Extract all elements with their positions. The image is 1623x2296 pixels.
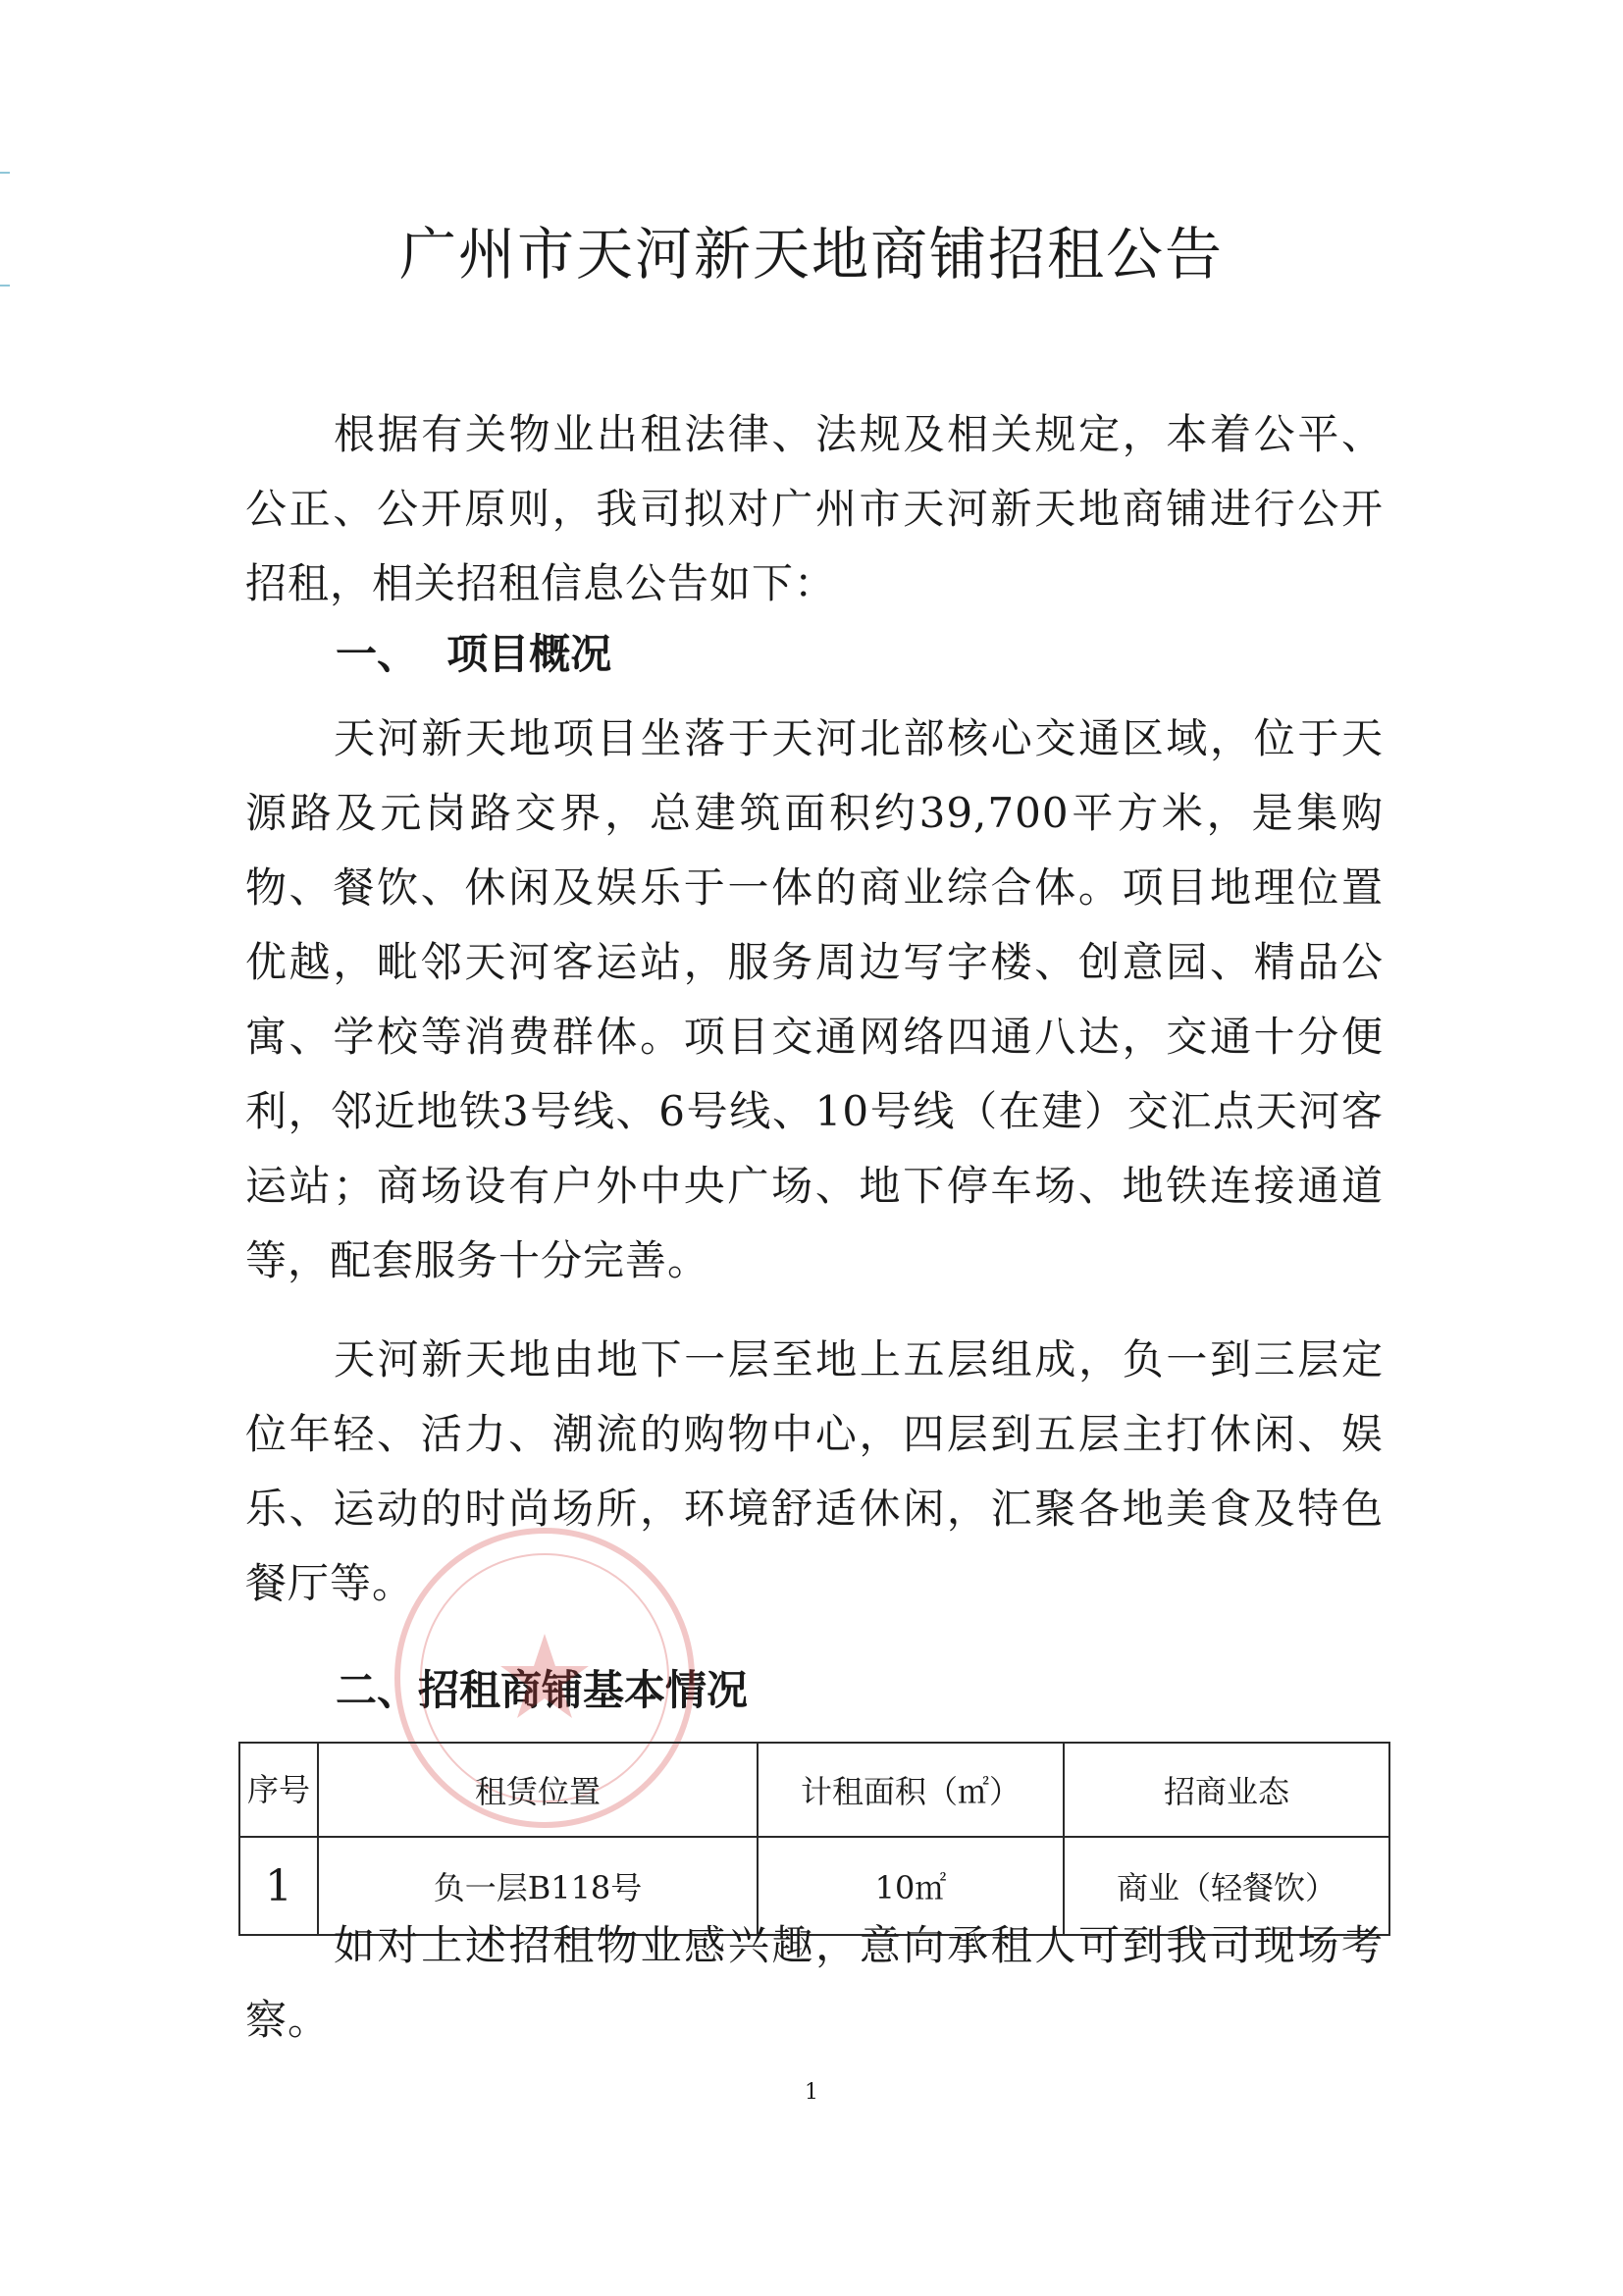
scan-edge-mark	[0, 172, 10, 174]
intro-paragraph: 根据有关物业出租法律、法规及相关规定，本着公平、公正、公开原则，我司拟对广州市天河新天地商铺进行公开招租，相关招租信息公告如下：	[245, 410, 1384, 607]
closing-paragraph: 如对上述招租物业感兴趣，意向承租人可到我司现场考察。	[245, 1921, 1384, 2044]
section2-heading: 二、招租商铺基本情况	[336, 1666, 749, 1714]
column-header-no: 序号	[239, 1743, 318, 1837]
project-layout-paragraph: 天河新天地由地下一层至地上五层组成，负一到三层定位年轻、活力、潮流的购物中心，四层到五层主打休闲、娱乐、运动的时尚场所，环境舒适休闲，汇聚各地美食及特色餐厅等。	[245, 1335, 1384, 1607]
cell-business: 商业（轻餐饮）	[1064, 1837, 1389, 1935]
cell-no: 1	[239, 1837, 318, 1935]
section1-heading: 一、 项目概况	[336, 630, 612, 678]
cell-area: 10㎡	[758, 1837, 1064, 1935]
column-header-area: 计租面积（㎡）	[758, 1743, 1064, 1837]
table-header-row	[239, 1743, 1389, 1837]
cell-location: 负一层B118号	[318, 1837, 758, 1935]
page-number: 1	[805, 2080, 818, 2105]
column-header-location: 租赁位置	[318, 1743, 758, 1837]
project-overview-paragraph: 天河新天地项目坐落于天河北部核心交通区域，位于天源路及元岗路交界，总建筑面积约39,700平方米，是集购物、餐饮、休闲及娱乐于一体的商业综合体。项目地理位置优越，毗邻天河客运站，服务周边写字楼、创意园、精品公寓、学校等消费群体。项目交通网络四通八达，交通十分便利，邻近地铁3号线、6号线、10号线（在建）交汇点天河客运站；商场设有户外中央广场、地下停车场、地铁连接通道等，配套服务十分完善。	[245, 714, 1384, 1284]
page-title: 广州市天河新天地商铺招租公告	[398, 221, 1224, 287]
rental-shop-table	[238, 1742, 1390, 1936]
column-header-business: 招商业态	[1064, 1743, 1389, 1837]
